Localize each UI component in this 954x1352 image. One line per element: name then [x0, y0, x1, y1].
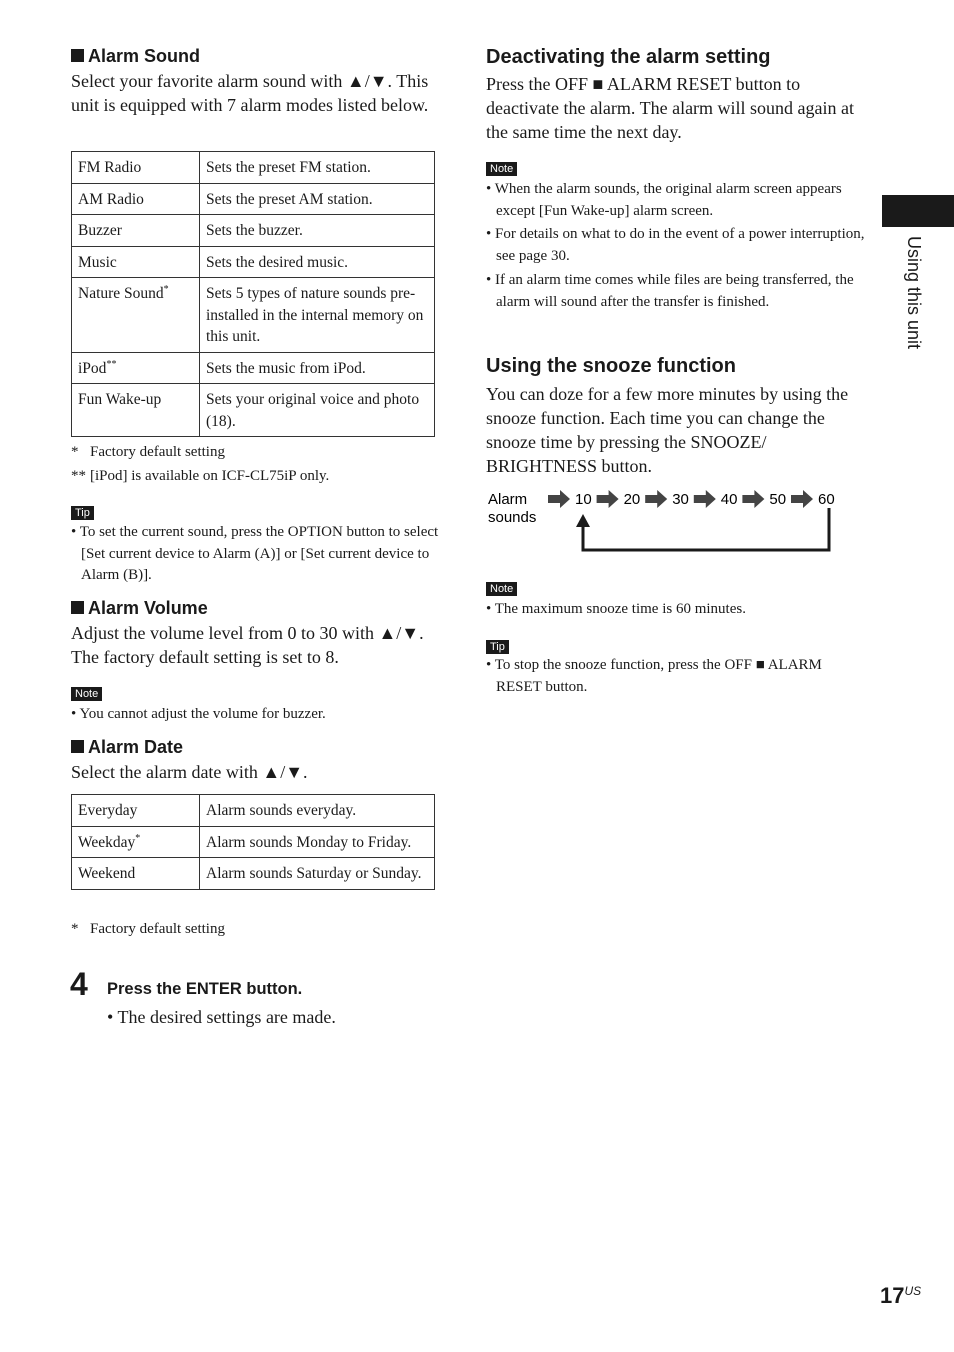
table-row	[72, 215, 435, 247]
alarm-sound-table	[71, 151, 435, 437]
row-name: FM Radio	[78, 159, 142, 176]
table-cell-desc: Alarm sounds everyday.	[200, 795, 435, 827]
deactivating-heading: Deactivating the alarm setting	[486, 46, 771, 68]
table-cell-name	[72, 795, 200, 827]
deactivating-note-1: • When the alarm sounds, the original alarm screen appears except [Fun Wake-up] alarm screen.	[486, 181, 842, 219]
table-cell-desc: Sets the desired music.	[200, 246, 435, 278]
snooze-step-label: 20	[623, 491, 641, 508]
right-arrow-icon	[694, 490, 716, 508]
table-cell-name	[72, 152, 200, 184]
table-row	[72, 352, 435, 384]
table-row	[72, 858, 435, 890]
page-number: $17^{US}$	[880, 1283, 922, 1308]
footnote-mark: *	[163, 284, 169, 295]
table-row	[72, 278, 435, 353]
deactivating-note-3: • If an alarm time comes while files are being transferred, the alarm will sound after the transfer is finished.	[486, 272, 854, 310]
table-cell-desc: Sets the buzzer.	[200, 215, 435, 247]
table-cell-name	[72, 246, 200, 278]
table-row	[72, 246, 435, 278]
step-title: Press the ENTER button.	[107, 980, 303, 998]
loop-up-arrow-icon	[576, 514, 590, 527]
table-row	[72, 795, 435, 827]
snooze-note: • The maximum snooze time is 60 minutes.	[486, 601, 746, 617]
note-badge: Note	[486, 162, 517, 176]
alarm-date-text: Select the alarm date with ▲/▼.	[71, 762, 308, 782]
right-arrow-icon	[645, 490, 667, 508]
side-tab-block	[882, 195, 954, 227]
right-arrow-icon	[548, 490, 570, 508]
right-arrow-icon	[597, 490, 619, 508]
row-name: Music	[78, 253, 117, 271]
table-cell-name	[72, 183, 200, 215]
snooze-tip: • To stop the snooze function, press the OFF ■ ALARM RESET button.	[486, 657, 822, 695]
table-cell-desc: Sets the music from iPod.	[200, 352, 435, 384]
table-cell-name	[72, 215, 200, 247]
table-row	[72, 183, 435, 215]
table-cell-name	[72, 278, 200, 353]
table-row	[72, 152, 435, 184]
alarm-sound-footnote-1: * Factory default setting	[71, 444, 225, 460]
row-name: iPod	[78, 359, 107, 377]
note-badge: Note	[486, 582, 517, 596]
diagram-start-label-1: Alarm	[488, 491, 528, 508]
snooze-step-label: 40	[720, 491, 738, 508]
table-row	[72, 384, 435, 437]
snooze-heading: Using the snooze function	[486, 355, 736, 377]
right-arrow-icon	[791, 490, 813, 508]
table-cell-desc: Sets 5 types of nature sounds pre-installed in the internal memory on this unit.	[200, 278, 435, 353]
step-detail: • The desired settings are made.	[107, 1007, 336, 1027]
table-cell-desc: Sets your original voice and photo (18).	[200, 384, 435, 437]
alarm-volume-note: • You cannot adjust the volume for buzzer.	[71, 706, 326, 722]
row-name: Nature Sound	[78, 285, 164, 302]
deactivating-text: Press the OFF ■ ALARM RESET button to deactivate the alarm. The alarm will sound again at the same time the next day.	[486, 74, 855, 142]
snooze-step-label: 10	[575, 491, 592, 508]
diagram-start-label-2: sounds	[488, 509, 537, 526]
snooze-step-label: 50	[769, 491, 787, 508]
footnote-mark: *	[135, 832, 141, 844]
square-bullet-icon	[71, 49, 84, 62]
table-cell-desc: Sets the preset FM station.	[200, 152, 435, 184]
table-cell-desc: Alarm sounds Monday to Friday.	[200, 826, 435, 858]
alarm-sound-heading: Alarm Sound	[71, 45, 200, 67]
footnote-mark: **	[106, 358, 117, 370]
alarm-sound-intro: Select your favorite alarm sound with ▲/▼. This unit is equipped with 7 alarm modes listed below.	[71, 71, 429, 115]
row-name: Fun Wake-up	[78, 391, 162, 408]
square-bullet-icon	[71, 601, 84, 614]
table-row	[72, 826, 435, 858]
row-name: Weekday	[78, 833, 136, 851]
alarm-date-footnote: * Factory default setting	[71, 921, 225, 937]
alarm-volume-text: Adjust the volume level from 0 to 30 with ▲/▼. The factory default setting is set to 8.	[71, 623, 424, 667]
snooze-diagram	[486, 485, 858, 557]
row-name: AM Radio	[78, 190, 144, 208]
row-name: Buzzer	[78, 222, 122, 239]
table-cell-name	[72, 352, 200, 384]
alarm-sound-tip: • To set the current sound, press the OPTION button to select [Set current device to Alarm (A)] or [Set current device to Alarm (B)].	[71, 524, 439, 583]
right-arrow-icon	[742, 490, 764, 508]
tip-badge: Tip	[71, 506, 94, 520]
square-bullet-icon	[71, 740, 84, 753]
table-cell-name	[72, 384, 200, 437]
alarm-sound-footnote-2: ** [iPod] is available on ICF-CL75iP only.	[71, 468, 330, 484]
table-cell-desc: Sets the preset AM station.	[200, 183, 435, 215]
snooze-text: You can doze for a few more minutes by using the snooze function. Each time you can change the snooze time by pressing the SNOOZE/ BRIGHTNESS button.	[486, 384, 849, 476]
note-badge: Note	[71, 687, 102, 701]
alarm-date-heading: Alarm Date	[71, 736, 183, 758]
table-cell-desc: Alarm sounds Saturday or Sunday.	[200, 858, 435, 890]
row-name: Weekend	[78, 865, 136, 882]
table-cell-name	[72, 826, 200, 858]
deactivating-note-2: • For details on what to do in the event of a power interruption, see page 30.	[486, 226, 865, 264]
tip-badge: Tip	[486, 640, 509, 654]
side-tab-label: Using this unit	[904, 236, 924, 350]
snooze-step-label: 30	[672, 491, 689, 508]
snooze-step-label: 60	[818, 491, 835, 508]
loop-back-line	[583, 508, 829, 550]
row-name: Everyday	[78, 802, 138, 819]
alarm-volume-heading: Alarm Volume	[71, 597, 208, 619]
table-cell-name	[72, 858, 200, 890]
step-number: 4	[70, 966, 88, 1002]
alarm-date-table	[71, 794, 435, 890]
